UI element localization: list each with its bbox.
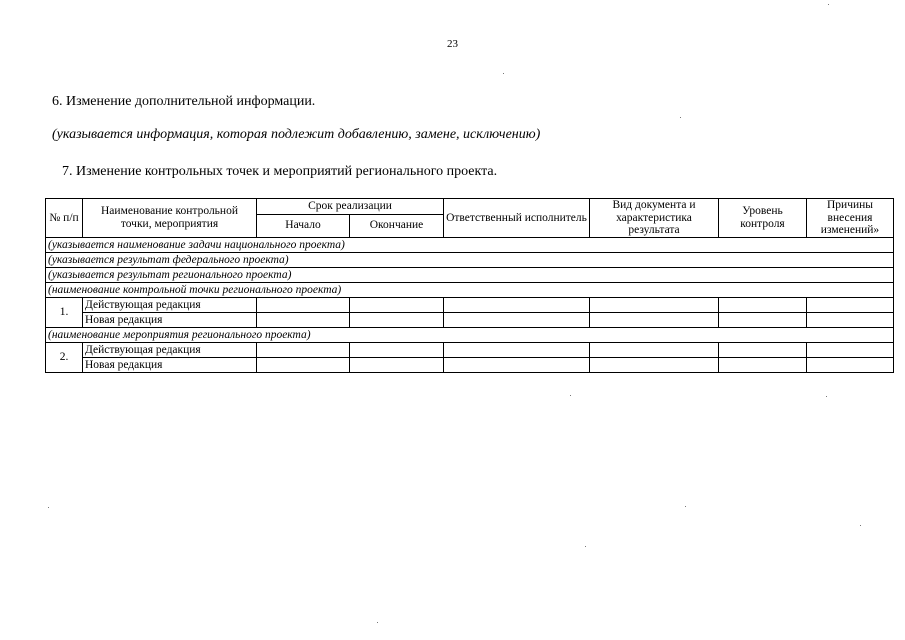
cell-level (719, 342, 807, 357)
row-current-edition: Действующая редакция (83, 297, 257, 312)
cell-responsible (444, 342, 590, 357)
page-number: 23 (447, 38, 458, 50)
row-number: 1. (46, 297, 83, 327)
scan-speck (503, 73, 504, 74)
cell-doc (590, 312, 719, 327)
scan-speck (826, 396, 827, 397)
scan-speck (377, 622, 378, 623)
cell-end (350, 342, 444, 357)
scan-speck (570, 395, 571, 396)
cell-start (257, 342, 350, 357)
table-row (46, 312, 894, 327)
header-start: Начало (257, 214, 350, 237)
cell-reasons (807, 357, 894, 372)
header-level: Уровень контроля (719, 199, 807, 238)
scan-speck (685, 506, 686, 507)
scan-speck (828, 4, 829, 5)
cell-end (350, 357, 444, 372)
header-doc: Вид документа и характеристика результата (590, 199, 719, 238)
header-num: № п/п (46, 199, 83, 238)
row-current-edition: Действующая редакция (83, 342, 257, 357)
cell-responsible (444, 297, 590, 312)
header-reasons: Причины внесения изменений» (807, 199, 894, 238)
cell-reasons (807, 312, 894, 327)
cell-level (719, 357, 807, 372)
table-row (46, 342, 894, 357)
cell-responsible (444, 312, 590, 327)
row-new-edition: Новая редакция (83, 357, 257, 372)
group-row-federal-result: (указывается результат федерального проекта) (46, 252, 894, 267)
scan-speck (680, 117, 681, 118)
section-6-title: 6. Изменение дополнительной информации. (52, 94, 316, 109)
section-6-hint: (указывается информация, которая подлежит добавлению, замене, исключению) (52, 127, 541, 142)
table-row (46, 297, 894, 312)
header-name: Наименование контрольной точки, мероприятия (83, 199, 257, 238)
header-end: Окончание (350, 214, 444, 237)
cell-level (719, 297, 807, 312)
header-period: Срок реализации (257, 199, 444, 215)
cell-level (719, 312, 807, 327)
cell-reasons (807, 342, 894, 357)
cell-doc (590, 342, 719, 357)
row-new-edition: Новая редакция (83, 312, 257, 327)
section-7-title: 7. Изменение контрольных точек и мероприятий регионального проекта. (62, 164, 498, 179)
cell-start (257, 312, 350, 327)
cell-responsible (444, 357, 590, 372)
row-number: 2. (46, 342, 83, 372)
table-row (46, 357, 894, 372)
cell-doc (590, 297, 719, 312)
cell-start (257, 297, 350, 312)
group-row-control-point: (наименование контрольной точки регионального проекта) (46, 282, 894, 297)
group-row-activity: (наименование мероприятия регионального проекта) (46, 327, 894, 342)
group-row-national-task: (указывается наименование задачи национального проекта) (46, 237, 894, 252)
scan-speck (48, 507, 49, 508)
group-row-regional-result: (указывается результат регионального проекта) (46, 267, 894, 282)
cell-start (257, 357, 350, 372)
cell-end (350, 297, 444, 312)
scan-speck (585, 546, 586, 547)
scan-speck (860, 525, 861, 526)
header-responsible: Ответственный исполнитель (444, 199, 590, 238)
cell-end (350, 312, 444, 327)
cell-doc (590, 357, 719, 372)
control-points-table (45, 198, 894, 373)
cell-reasons (807, 297, 894, 312)
